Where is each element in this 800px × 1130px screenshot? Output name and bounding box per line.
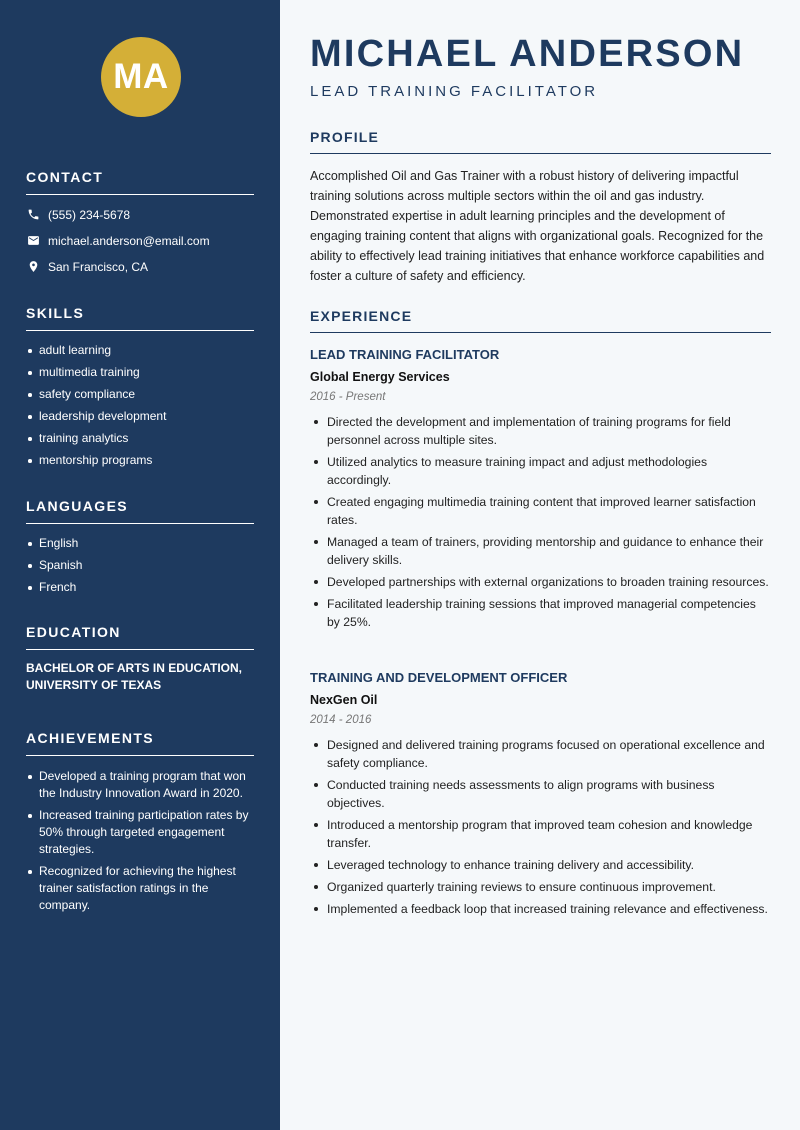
profile-heading: PROFILE (310, 129, 771, 154)
contact-phone-row (26, 207, 254, 222)
job-bullet: Leveraged technology to enhance training delivery and accessibility. (310, 856, 771, 874)
experience-section (310, 308, 771, 333)
job-bullet: Designed and delivered training programs focused on operational excellence and safety compliance. (310, 736, 771, 772)
job-bullet: Managed a team of trainers, providing mentorship and guidance to enhance their delivery skills. (310, 533, 771, 569)
contact-phone[interactable]: (555) 234-5678 (48, 207, 131, 222)
job-bullet: Facilitated leadership training sessions that improved managerial competencies by 25%. (310, 595, 771, 631)
avatar-initials: MA (101, 37, 181, 117)
contact-location-row (26, 259, 254, 274)
contact-email-row (26, 233, 254, 248)
language-item: French (26, 580, 254, 595)
achievement-item: Recognized for achieving the highest trainer satisfaction ratings in the company. (26, 863, 254, 914)
languages-list (26, 536, 254, 595)
language-item: English (26, 536, 254, 551)
job-entry (310, 670, 771, 922)
location-pin-icon (26, 260, 40, 274)
education-degree: BACHELOR OF ARTS IN EDUCATION, UNIVERSITY OF TEXAS (26, 661, 242, 692)
skills-heading: SKILLS (26, 305, 254, 331)
sidebar (0, 0, 280, 1130)
achievements-list (26, 768, 254, 914)
job-bullet: Created engaging multimedia training content that improved learner satisfaction rates. (310, 493, 771, 529)
skill-item: multimedia training (26, 365, 254, 380)
skill-item: safety compliance (26, 387, 254, 402)
job-bullets (310, 736, 771, 918)
experience-heading: EXPERIENCE (310, 308, 771, 333)
skill-item: adult learning (26, 343, 254, 358)
job-bullet: Conducted training needs assessments to align programs with business objectives. (310, 776, 771, 812)
skill-item: training analytics (26, 431, 254, 446)
job-dates: 2016 - Present (310, 391, 386, 403)
candidate-title: LEAD TRAINING FACILITATOR (310, 83, 599, 100)
contact-location: San Francisco, CA (48, 259, 149, 274)
job-bullet: Introduced a mentorship program that improved team cohesion and knowledge transfer. (310, 816, 771, 852)
job-title: TRAINING AND DEVELOPMENT OFFICER (310, 670, 568, 685)
job-bullet: Developed partnerships with external organizations to broaden training resources. (310, 573, 771, 591)
candidate-name: MICHAEL ANDERSON (310, 33, 745, 75)
skills-section (26, 305, 254, 475)
languages-heading: LANGUAGES (26, 498, 254, 524)
job-title: LEAD TRAINING FACILITATOR (310, 347, 500, 362)
skill-item: leadership development (26, 409, 254, 424)
profile-summary: Accomplished Oil and Gas Trainer with a robust history of delivering impactful training solutions across multiple sectors within the oil and gas industry. Demonstrated expertise in adult learning principles and the development of engaging training content that aligns with organizational goals. Recognized for the ability to effectively lead training initiatives that enhance workforce capabilities and foster a culture of safety and efficiency. (310, 169, 765, 283)
contact-heading: CONTACT (26, 169, 254, 195)
achievements-section (26, 730, 254, 919)
language-item: Spanish (26, 558, 254, 573)
job-dates: 2014 - 2016 (310, 714, 372, 726)
phone-icon (26, 208, 40, 222)
email-icon (26, 234, 40, 248)
contact-section (26, 169, 254, 274)
skills-list (26, 343, 254, 468)
job-bullet: Directed the development and implementation of training programs for field personnel across multiple sites. (310, 413, 771, 449)
achievement-item: Increased training participation rates by 50% through targeted engagement strategies. (26, 807, 254, 858)
job-company: Global Energy Services (310, 370, 450, 384)
job-bullets (310, 413, 771, 631)
education-heading: EDUCATION (26, 624, 254, 650)
job-company: NexGen Oil (310, 693, 378, 707)
contact-email[interactable]: michael.anderson@email.com (48, 233, 210, 248)
job-entry (310, 347, 771, 635)
education-section (26, 624, 254, 694)
job-bullet: Utilized analytics to measure training impact and adjust methodologies accordingly. (310, 453, 771, 489)
skill-item: mentorship programs (26, 453, 254, 468)
job-bullet: Implemented a feedback loop that increased training relevance and effectiveness. (310, 900, 771, 918)
languages-section (26, 498, 254, 602)
achievement-item: Developed a training program that won the Industry Innovation Award in 2020. (26, 768, 254, 802)
job-bullet: Organized quarterly training reviews to ensure continuous improvement. (310, 878, 771, 896)
profile-section (310, 129, 771, 286)
achievements-heading: ACHIEVEMENTS (26, 730, 254, 756)
